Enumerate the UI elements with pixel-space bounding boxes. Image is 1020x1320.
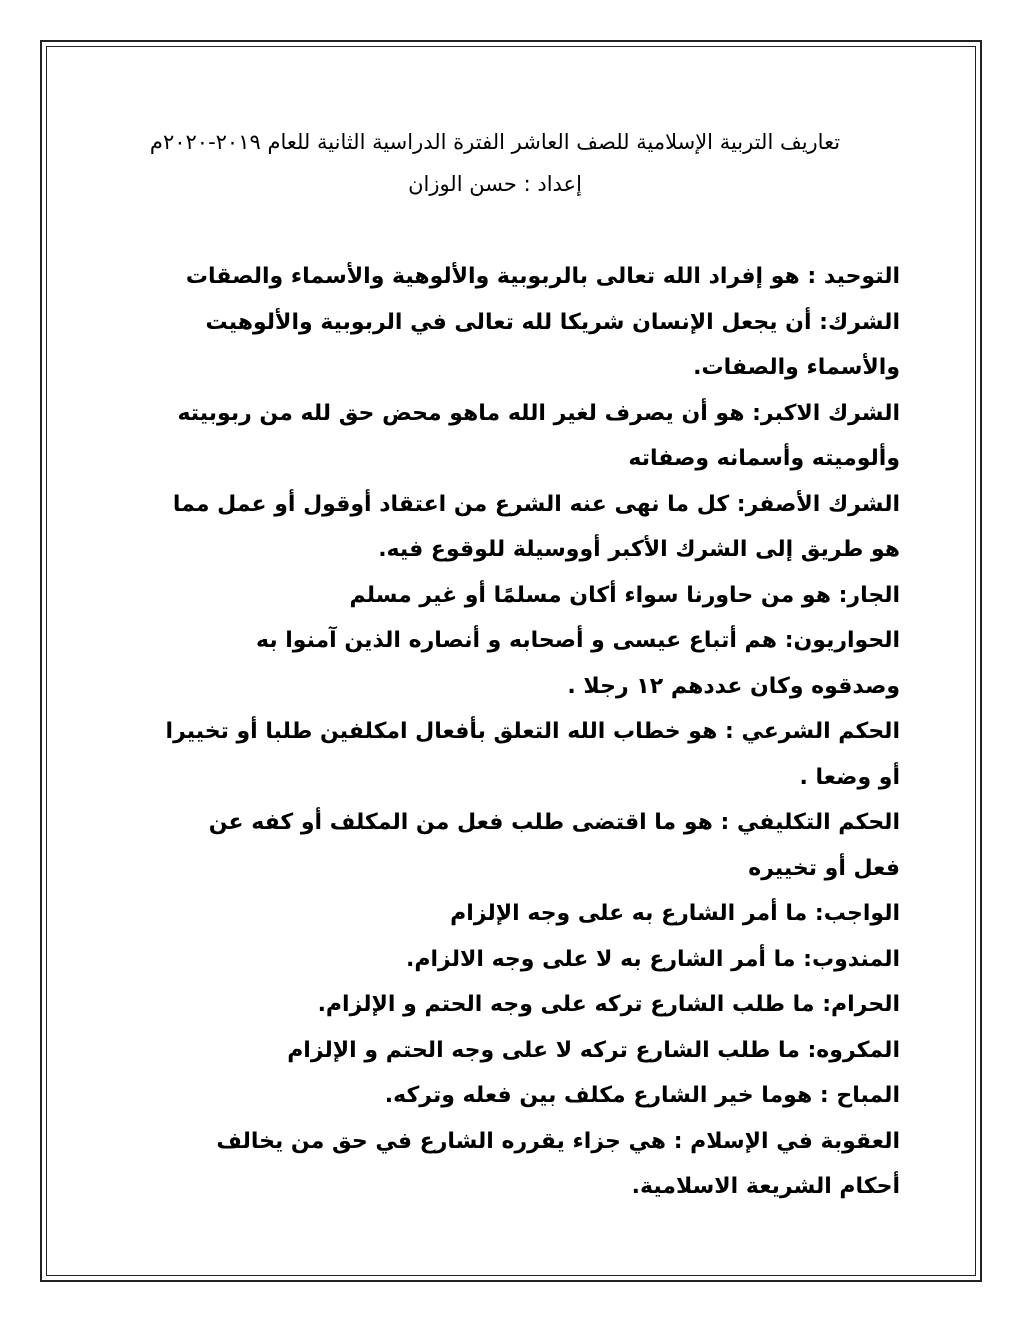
definition-tawhid: التوحيد : هو إفراد الله تعالى بالربوبية والألوهية والأسماء والصقات bbox=[185, 264, 900, 289]
definition-major-shirk: الشرك الاكبر: هو أن يصرف لغير الله ماهو محض حق لله من ربوبيته وألوميته وأسمانه وصفاته bbox=[177, 400, 900, 471]
definitions-list bbox=[160, 254, 900, 1210]
definition-minor-shirk: الشرك الأصفر: كل ما نهى عنه الشرع من اعتقاد أوقول أو عمل مما هو طريق إلى الشرك الأكبر أووسيلة للوقوع فيه. bbox=[172, 491, 900, 562]
definition-wajib: الواجب: ما أمر الشارع به على وجه الإلزام bbox=[450, 901, 900, 926]
definition-obligatory-ruling: الحكم التكليفي : هو ما اقتضى طلب فعل من المكلف أو كفه عن فعل أو تخييره bbox=[208, 810, 900, 881]
definition-mubah: المباح : هوما خير الشارع مكلف بين فعله وتركه. bbox=[384, 1083, 900, 1108]
definition-shirk: الشرك: أن يجعل الإنسان شريكا لله تعالى في الربوبية والألوهيت والأسماء والصفات. bbox=[205, 309, 900, 380]
document-title: تعاريف التربية الإسلامية للصف العاشر الفترة الدراسية الثانية للعام ٢٠١٩-٢٠٢٠م bbox=[149, 130, 841, 154]
definition-punishment: العقوبة في الإسلام : هي جزاء يقرره الشارع في حق من يخالف أحكام الشريعة الاسلامية. bbox=[216, 1128, 900, 1199]
definition-neighbor: الجار: هو من حاورنا سواء أكان مسلمًا أو غير مسلم bbox=[349, 582, 900, 608]
definition-mandub: المندوب: ما أمر الشارع به لا على وجه الالزام. bbox=[406, 946, 900, 972]
definition-makruh: المكروه: ما طلب الشارع تركه لا على وجه الحتم و الإلزام bbox=[287, 1037, 900, 1063]
document-header bbox=[120, 125, 870, 201]
definition-disciples: الحواريون: هم أتباع عيسى و أصحابه و أنصاره الذين آمنوا به وصدقوه وكان عددهم ١٢ رجلا . bbox=[255, 628, 900, 699]
definition-legal-ruling: الحكم الشرعي : هو خطاب الله التعلق بأفعال امكلفين طلبا أو تخييرا أو وضعا . bbox=[165, 719, 900, 790]
document-author: إعداد : حسن الوزان bbox=[408, 172, 582, 196]
definition-haram: الحرام: ما طلب الشارع تركه على وجه الحتم و الإلزام. bbox=[317, 992, 900, 1017]
